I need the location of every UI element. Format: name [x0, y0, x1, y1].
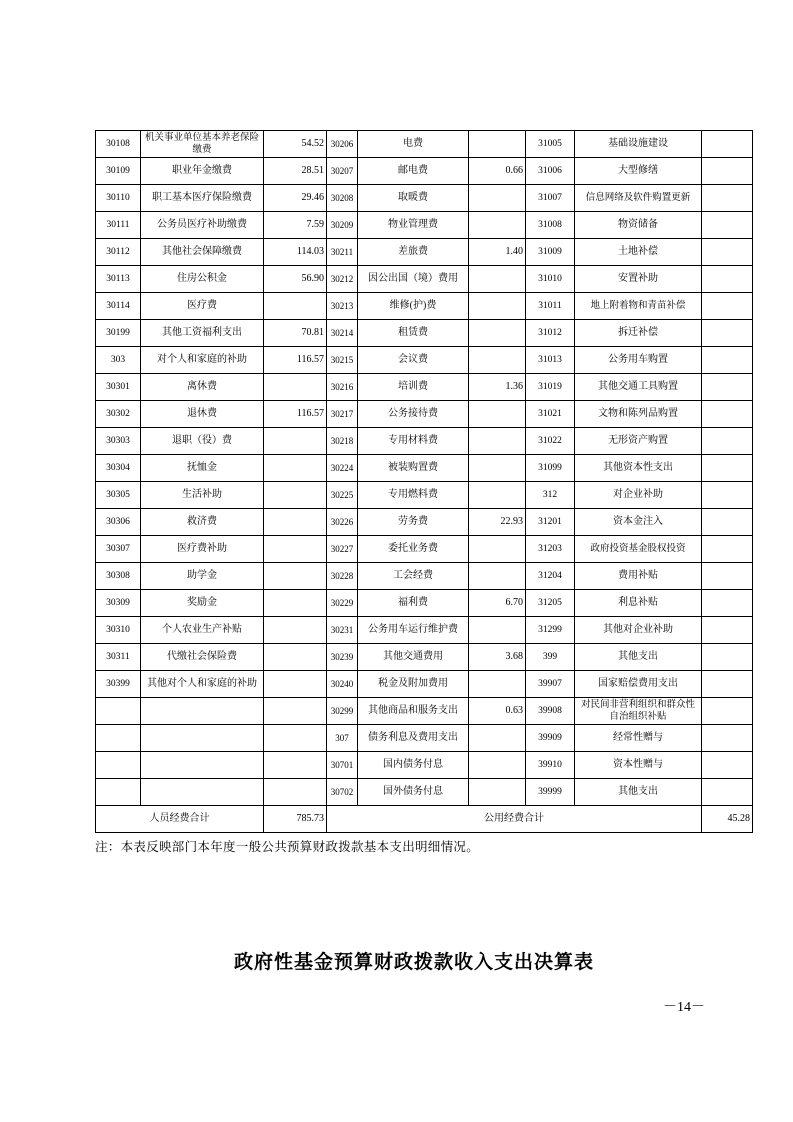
- cell-code-public: 30701: [327, 752, 358, 779]
- cell-name-personnel: 离休费: [141, 374, 264, 401]
- cell-code-personnel: 30113: [96, 266, 141, 293]
- cell-name-public: 其他交通费用: [358, 644, 469, 671]
- cell-code-public: 30207: [327, 158, 358, 185]
- cell-code-public: 30212: [327, 266, 358, 293]
- table-row: [96, 185, 753, 212]
- cell-name-capital: 土地补偿: [575, 239, 702, 266]
- table-row: [96, 455, 753, 482]
- cell-code-capital: 39910: [526, 752, 575, 779]
- cell-code-personnel: 30304: [96, 455, 141, 482]
- cell-value-capital: [702, 644, 753, 671]
- cell-name-public: 专用燃料费: [358, 482, 469, 509]
- cell-code-capital: 31008: [526, 212, 575, 239]
- cell-name-public: 其他商品和服务支出: [358, 698, 469, 725]
- cell-name-personnel: 退休费: [141, 401, 264, 428]
- cell-code-public: 30227: [327, 536, 358, 563]
- cell-value-public: [469, 401, 526, 428]
- cell-value-public: 6.70: [469, 590, 526, 617]
- cell-name-public: 债务利息及费用支出: [358, 725, 469, 752]
- cell-code-capital: 31012: [526, 320, 575, 347]
- table-row: [96, 293, 753, 320]
- cell-code-public: 30208: [327, 185, 358, 212]
- personnel-total-label: 人员经费合计: [96, 806, 264, 833]
- table-row: [96, 590, 753, 617]
- cell-value-personnel: [264, 779, 327, 806]
- table-row: [96, 347, 753, 374]
- cell-name-personnel: 医疗费: [141, 293, 264, 320]
- cell-name-personnel: [141, 698, 264, 725]
- cell-code-personnel: 30301: [96, 374, 141, 401]
- cell-code-personnel: [96, 698, 141, 725]
- public-total-value: 45.28: [702, 806, 753, 833]
- cell-name-capital: [575, 536, 702, 563]
- cell-code-capital: 312: [526, 482, 575, 509]
- cell-name-capital: 无形资产购置: [575, 428, 702, 455]
- cell-name-public: 国内债务付息: [358, 752, 469, 779]
- cell-code-capital: 31006: [526, 158, 575, 185]
- cell-name-personnel: 对个人和家庭的补助: [141, 347, 264, 374]
- cell-code-personnel: 30307: [96, 536, 141, 563]
- cell-code-public: 307: [327, 725, 358, 752]
- cell-code-public: 30226: [327, 509, 358, 536]
- cell-code-capital: 399: [526, 644, 575, 671]
- cell-value-public: [469, 482, 526, 509]
- cell-name-capital: [575, 185, 702, 212]
- table-row: [96, 617, 753, 644]
- cell-name-public: 被装购置费: [358, 455, 469, 482]
- cell-name-personnel: 职工基本医疗保险缴费: [141, 185, 264, 212]
- cell-name-capital-text: 政府投资基金股权投资: [590, 544, 686, 555]
- cell-name-capital: 其他支出: [575, 644, 702, 671]
- cell-name-personnel: [141, 725, 264, 752]
- cell-code-capital: 31010: [526, 266, 575, 293]
- cell-name-personnel-text: 机关事业单位基本养老保险缴费: [144, 133, 259, 155]
- cell-code-capital: 31021: [526, 401, 575, 428]
- cell-code-capital: 31299: [526, 617, 575, 644]
- cell-value-capital: [702, 752, 753, 779]
- table-row: [96, 563, 753, 590]
- cell-name-personnel: 公务员医疗补助缴费: [141, 212, 264, 239]
- cell-value-personnel: 116.57: [264, 401, 327, 428]
- cell-code-public: 30216: [327, 374, 358, 401]
- cell-value-capital: [702, 266, 753, 293]
- table-row: [96, 239, 753, 266]
- cell-value-personnel: [264, 617, 327, 644]
- public-total-label: 公用经费合计: [327, 806, 702, 833]
- cell-code-public: 30218: [327, 428, 358, 455]
- cell-name-capital: 资本性赠与: [575, 752, 702, 779]
- cell-code-capital: 31201: [526, 509, 575, 536]
- cell-code-personnel: 30302: [96, 401, 141, 428]
- cell-code-public: 30231: [327, 617, 358, 644]
- cell-name-public: 培训费: [358, 374, 469, 401]
- cell-code-capital: 31011: [526, 293, 575, 320]
- cell-value-public: [469, 131, 526, 158]
- cell-code-capital: 39909: [526, 725, 575, 752]
- cell-code-public: 30299: [327, 698, 358, 725]
- cell-code-public: 30209: [327, 212, 358, 239]
- cell-name-capital: 拆迁补偿: [575, 320, 702, 347]
- cell-code-personnel: 30109: [96, 158, 141, 185]
- cell-value-capital: [702, 563, 753, 590]
- cell-value-capital: [702, 482, 753, 509]
- table-note: 注：本表反映部门本年度一般公共预算财政拨款基本支出明细情况。: [95, 840, 480, 854]
- table-row: [96, 320, 753, 347]
- cell-name-public: 差旅费: [358, 239, 469, 266]
- cell-value-personnel: [264, 563, 327, 590]
- table-row: [96, 131, 753, 158]
- cell-name-public: 因公出国（境）费用: [358, 266, 469, 293]
- cell-value-public: [469, 428, 526, 455]
- cell-code-capital: 31203: [526, 536, 575, 563]
- cell-name-capital: [575, 293, 702, 320]
- cell-value-public: [469, 671, 526, 698]
- cell-name-capital: 利息补贴: [575, 590, 702, 617]
- cell-code-personnel: 30310: [96, 617, 141, 644]
- cell-name-personnel: 生活补助: [141, 482, 264, 509]
- cell-name-capital-text: 信息网络及软件购置更新: [585, 193, 691, 204]
- cell-value-personnel: 28.51: [264, 158, 327, 185]
- cell-value-capital: [702, 617, 753, 644]
- cell-value-capital: [702, 779, 753, 806]
- cell-value-capital: [702, 509, 753, 536]
- cell-code-personnel: 30111: [96, 212, 141, 239]
- cell-value-capital: [702, 293, 753, 320]
- cell-value-public: 3.68: [469, 644, 526, 671]
- cell-code-personnel: 30114: [96, 293, 141, 320]
- cell-name-public: 会议费: [358, 347, 469, 374]
- cell-value-public: 1.40: [469, 239, 526, 266]
- cell-code-public: 30213: [327, 293, 358, 320]
- cell-value-personnel: 54.52: [264, 131, 327, 158]
- table-row: [96, 266, 753, 293]
- cell-value-personnel: [264, 428, 327, 455]
- cell-value-capital: [702, 698, 753, 725]
- cell-value-personnel: [264, 752, 327, 779]
- cell-value-public: 22.93: [469, 509, 526, 536]
- table-row: [96, 698, 753, 725]
- cell-name-public: 福利费: [358, 590, 469, 617]
- cell-name-public: 公务用车运行维护费: [358, 617, 469, 644]
- cell-name-public: 邮电费: [358, 158, 469, 185]
- cell-name-capital: 其他交通工具购置: [575, 374, 702, 401]
- cell-code-personnel: 303: [96, 347, 141, 374]
- table-row: [96, 374, 753, 401]
- cell-value-personnel: [264, 644, 327, 671]
- cell-code-capital: 31009: [526, 239, 575, 266]
- cell-name-personnel: [141, 131, 264, 158]
- cell-value-capital: [702, 401, 753, 428]
- cell-code-capital: 31204: [526, 563, 575, 590]
- cell-value-capital: [702, 374, 753, 401]
- cell-code-capital: 31022: [526, 428, 575, 455]
- cell-value-capital: [702, 239, 753, 266]
- cell-code-personnel: 30110: [96, 185, 141, 212]
- cell-value-personnel: [264, 698, 327, 725]
- cell-code-personnel: 30305: [96, 482, 141, 509]
- cell-value-personnel: 70.81: [264, 320, 327, 347]
- cell-value-public: [469, 617, 526, 644]
- cell-name-capital: 文物和陈列品购置: [575, 401, 702, 428]
- cell-value-personnel: [264, 671, 327, 698]
- cell-value-public: [469, 212, 526, 239]
- cell-name-capital-text: 地上附着物和青苗补偿: [590, 301, 686, 312]
- cell-name-personnel: 奖励金: [141, 590, 264, 617]
- cell-name-personnel: 代缴社会保险费: [141, 644, 264, 671]
- cell-value-public: [469, 347, 526, 374]
- cell-code-personnel: 30311: [96, 644, 141, 671]
- cell-name-capital: 公务用车购置: [575, 347, 702, 374]
- cell-value-capital: [702, 455, 753, 482]
- cell-code-personnel: [96, 725, 141, 752]
- table-row: [96, 536, 753, 563]
- cell-code-public: 30702: [327, 779, 358, 806]
- cell-code-personnel: [96, 779, 141, 806]
- cell-name-public: 工会经费: [358, 563, 469, 590]
- cell-name-capital: 资本金注入: [575, 509, 702, 536]
- cell-name-public: 物业管理费: [358, 212, 469, 239]
- cell-name-capital: 对企业补助: [575, 482, 702, 509]
- cell-name-public: 取暖费: [358, 185, 469, 212]
- page-number: －14－: [663, 1000, 705, 1015]
- cell-code-public: 30211: [327, 239, 358, 266]
- cell-name-personnel: 住房公积金: [141, 266, 264, 293]
- cell-code-public: 30217: [327, 401, 358, 428]
- cell-name-public: 税金及附加费用: [358, 671, 469, 698]
- cell-value-personnel: 56.90: [264, 266, 327, 293]
- cell-value-personnel: [264, 293, 327, 320]
- cell-value-public: 1.36: [469, 374, 526, 401]
- cell-name-public: 委托业务费: [358, 536, 469, 563]
- cell-value-public: [469, 563, 526, 590]
- cell-value-capital: [702, 158, 753, 185]
- cell-name-public: 劳务费: [358, 509, 469, 536]
- cell-code-public: 30229: [327, 590, 358, 617]
- cell-value-personnel: 7.59: [264, 212, 327, 239]
- cell-code-capital: 39999: [526, 779, 575, 806]
- cell-code-public: 30225: [327, 482, 358, 509]
- cell-value-public: 0.63: [469, 698, 526, 725]
- cell-name-public: 租赁费: [358, 320, 469, 347]
- cell-code-capital: 31005: [526, 131, 575, 158]
- cell-name-capital: 安置补助: [575, 266, 702, 293]
- cell-value-public: [469, 266, 526, 293]
- cell-name-personnel: [141, 779, 264, 806]
- cell-value-personnel: 114.03: [264, 239, 327, 266]
- cell-value-personnel: [264, 590, 327, 617]
- cell-code-capital: 31099: [526, 455, 575, 482]
- cell-code-personnel: 30199: [96, 320, 141, 347]
- cell-name-personnel: 抚恤金: [141, 455, 264, 482]
- cell-value-public: [469, 455, 526, 482]
- table-row: [96, 158, 753, 185]
- cell-value-personnel: [264, 455, 327, 482]
- personnel-total-value: 785.73: [264, 806, 327, 833]
- cell-value-personnel: [264, 536, 327, 563]
- cell-name-public: 国外债务付息: [358, 779, 469, 806]
- table-row: [96, 401, 753, 428]
- cell-code-personnel: 30306: [96, 509, 141, 536]
- cell-name-capital: 费用补贴: [575, 563, 702, 590]
- table-row: [96, 428, 753, 455]
- cell-name-capital: 基础设施建设: [575, 131, 702, 158]
- cell-code-capital: 31205: [526, 590, 575, 617]
- cell-name-capital-text: 对民间非营利组织和群众性自治组织补贴: [580, 700, 695, 722]
- cell-code-personnel: 30399: [96, 671, 141, 698]
- cell-name-personnel: 助学金: [141, 563, 264, 590]
- cell-name-capital: 其他支出: [575, 779, 702, 806]
- cell-value-public: [469, 536, 526, 563]
- cell-name-public: 专用材料费: [358, 428, 469, 455]
- cell-value-public: 0.66: [469, 158, 526, 185]
- cell-value-capital: [702, 725, 753, 752]
- basic-expenditure-table: [95, 130, 753, 833]
- cell-name-personnel: 职业年金缴费: [141, 158, 264, 185]
- table-row: [96, 212, 753, 239]
- cell-value-personnel: [264, 374, 327, 401]
- cell-code-personnel: 30108: [96, 131, 141, 158]
- cell-value-capital: [702, 536, 753, 563]
- cell-value-capital: [702, 671, 753, 698]
- table-row: [96, 779, 753, 806]
- cell-code-public: 30214: [327, 320, 358, 347]
- cell-name-personnel: 其他对个人和家庭的补助: [141, 671, 264, 698]
- cell-value-public: [469, 320, 526, 347]
- cell-name-public: 电费: [358, 131, 469, 158]
- cell-name-capital: 其他对企业补助: [575, 617, 702, 644]
- cell-value-public: [469, 752, 526, 779]
- cell-value-capital: [702, 212, 753, 239]
- table-body: [96, 131, 753, 833]
- cell-name-capital: 其他资本性支出: [575, 455, 702, 482]
- cell-code-public: 30224: [327, 455, 358, 482]
- cell-code-personnel: 30309: [96, 590, 141, 617]
- table-row: [96, 725, 753, 752]
- cell-name-public: 维修(护)费: [358, 293, 469, 320]
- cell-value-capital: [702, 131, 753, 158]
- cell-value-public: [469, 293, 526, 320]
- cell-value-capital: [702, 185, 753, 212]
- cell-value-personnel: 29.46: [264, 185, 327, 212]
- cell-name-capital: 物资储备: [575, 212, 702, 239]
- cell-code-public: 30240: [327, 671, 358, 698]
- table-row: [96, 509, 753, 536]
- cell-value-capital: [702, 590, 753, 617]
- section-title: 政府性基金预算财政拨款收入支出决算表: [233, 952, 594, 973]
- cell-value-personnel: [264, 725, 327, 752]
- cell-name-capital: 大型修缮: [575, 158, 702, 185]
- cell-code-public: 30206: [327, 131, 358, 158]
- cell-name-personnel: 医疗费补助: [141, 536, 264, 563]
- table-row: [96, 482, 753, 509]
- cell-code-capital: 31007: [526, 185, 575, 212]
- cell-value-capital: [702, 428, 753, 455]
- cell-code-personnel: 30112: [96, 239, 141, 266]
- table-row: [96, 644, 753, 671]
- cell-value-personnel: [264, 482, 327, 509]
- cell-name-personnel: 其他社会保障缴费: [141, 239, 264, 266]
- cell-value-personnel: 116.57: [264, 347, 327, 374]
- table-row: [96, 671, 753, 698]
- cell-value-capital: [702, 347, 753, 374]
- cell-code-personnel: [96, 752, 141, 779]
- cell-code-capital: 31019: [526, 374, 575, 401]
- cell-name-personnel: 救济费: [141, 509, 264, 536]
- cell-value-public: [469, 185, 526, 212]
- cell-value-capital: [702, 320, 753, 347]
- cell-name-capital: [575, 698, 702, 725]
- cell-name-public: 公务接待费: [358, 401, 469, 428]
- cell-code-public: 30228: [327, 563, 358, 590]
- cell-code-personnel: 30303: [96, 428, 141, 455]
- table-row: [96, 752, 753, 779]
- cell-code-capital: 31013: [526, 347, 575, 374]
- cell-name-personnel: [141, 752, 264, 779]
- cell-value-public: [469, 779, 526, 806]
- cell-code-public: 30215: [327, 347, 358, 374]
- cell-name-personnel: 退职（役）费: [141, 428, 264, 455]
- cell-name-personnel: 个人农业生产补贴: [141, 617, 264, 644]
- cell-name-capital: 经常性赠与: [575, 725, 702, 752]
- cell-name-personnel: 其他工资福利支出: [141, 320, 264, 347]
- table-total-row: [96, 806, 753, 833]
- cell-code-capital: 39907: [526, 671, 575, 698]
- cell-code-public: 30239: [327, 644, 358, 671]
- cell-value-public: [469, 725, 526, 752]
- cell-value-personnel: [264, 509, 327, 536]
- cell-name-capital: 国家赔偿费用支出: [575, 671, 702, 698]
- cell-code-capital: 39908: [526, 698, 575, 725]
- cell-code-personnel: 30308: [96, 563, 141, 590]
